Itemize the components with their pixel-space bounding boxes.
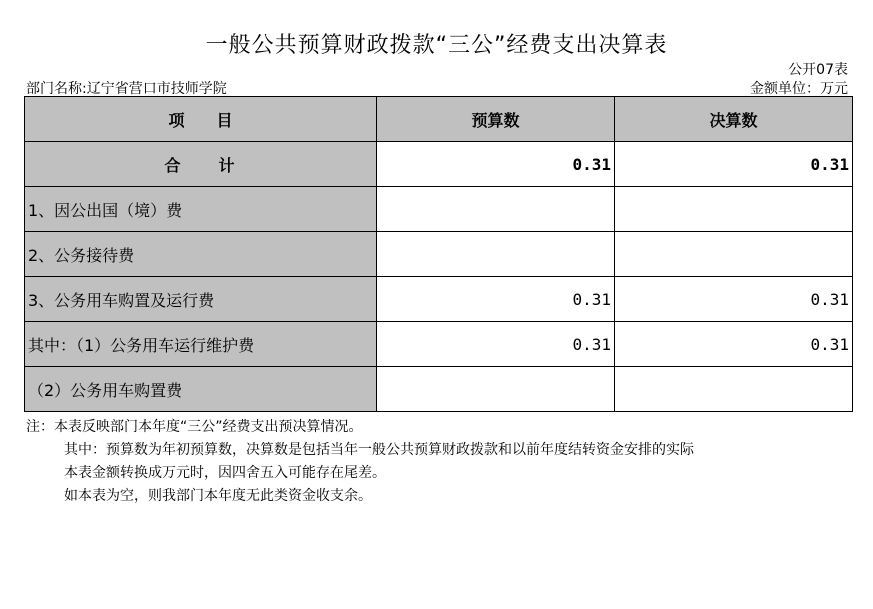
notes <box>26 416 852 508</box>
table-row <box>25 187 853 232</box>
table-row <box>25 322 853 367</box>
row-budget[interactable] <box>377 367 615 412</box>
row-final[interactable] <box>615 232 853 277</box>
note-line: 本表金额转换成万元时，因四舍五入可能存在尾差。 <box>64 465 386 481</box>
header-final: 决算数 <box>615 97 853 142</box>
table-row <box>25 232 853 277</box>
row-budget[interactable]: 0.31 <box>377 277 615 322</box>
row-final[interactable]: 0.31 <box>615 322 853 367</box>
form-number: 公开07表 <box>788 62 848 78</box>
row-label: 其中：（1）公务用车运行维护费 <box>25 322 377 367</box>
row-label: （2）公务用车购置费 <box>25 367 377 412</box>
row-label: 2、公务接待费 <box>25 232 377 277</box>
row-budget[interactable] <box>377 187 615 232</box>
amount-unit: 金额单位：万元 <box>750 81 848 97</box>
header-budget: 预算数 <box>377 97 615 142</box>
header-row <box>25 97 853 142</box>
note-line: 其中：预算数为年初预算数，决算数是包括当年一般公共预算财政拨款和以前年度结转资金安排的实际 <box>64 442 694 458</box>
header-item: 项 目 <box>25 97 377 142</box>
row-budget[interactable]: 0.31 <box>377 322 615 367</box>
total-row <box>25 142 853 187</box>
row-label: 3、公务用车购置及运行费 <box>25 277 377 322</box>
department-name: 部门名称:辽宁省营口市技师学院 <box>26 81 227 97</box>
expenditure-table <box>24 96 853 412</box>
report-title: 一般公共预算财政拨款“三公”经费支出决算表 <box>205 33 668 58</box>
table-row <box>25 367 853 412</box>
row-final[interactable]: 0.31 <box>615 277 853 322</box>
total-final[interactable]: 0.31 <box>615 142 853 187</box>
row-final[interactable] <box>615 367 853 412</box>
note-line: 注：本表反映部门本年度“三公”经费支出预决算情况。 <box>26 419 363 435</box>
total-label: 合 计 <box>25 142 377 187</box>
row-budget[interactable] <box>377 232 615 277</box>
note-line: 如本表为空，则我部门本年度无此类资金收支余。 <box>64 488 372 504</box>
table-row <box>25 277 853 322</box>
total-budget[interactable]: 0.31 <box>377 142 615 187</box>
row-final[interactable] <box>615 187 853 232</box>
row-label: 1、因公出国（境）费 <box>25 187 377 232</box>
